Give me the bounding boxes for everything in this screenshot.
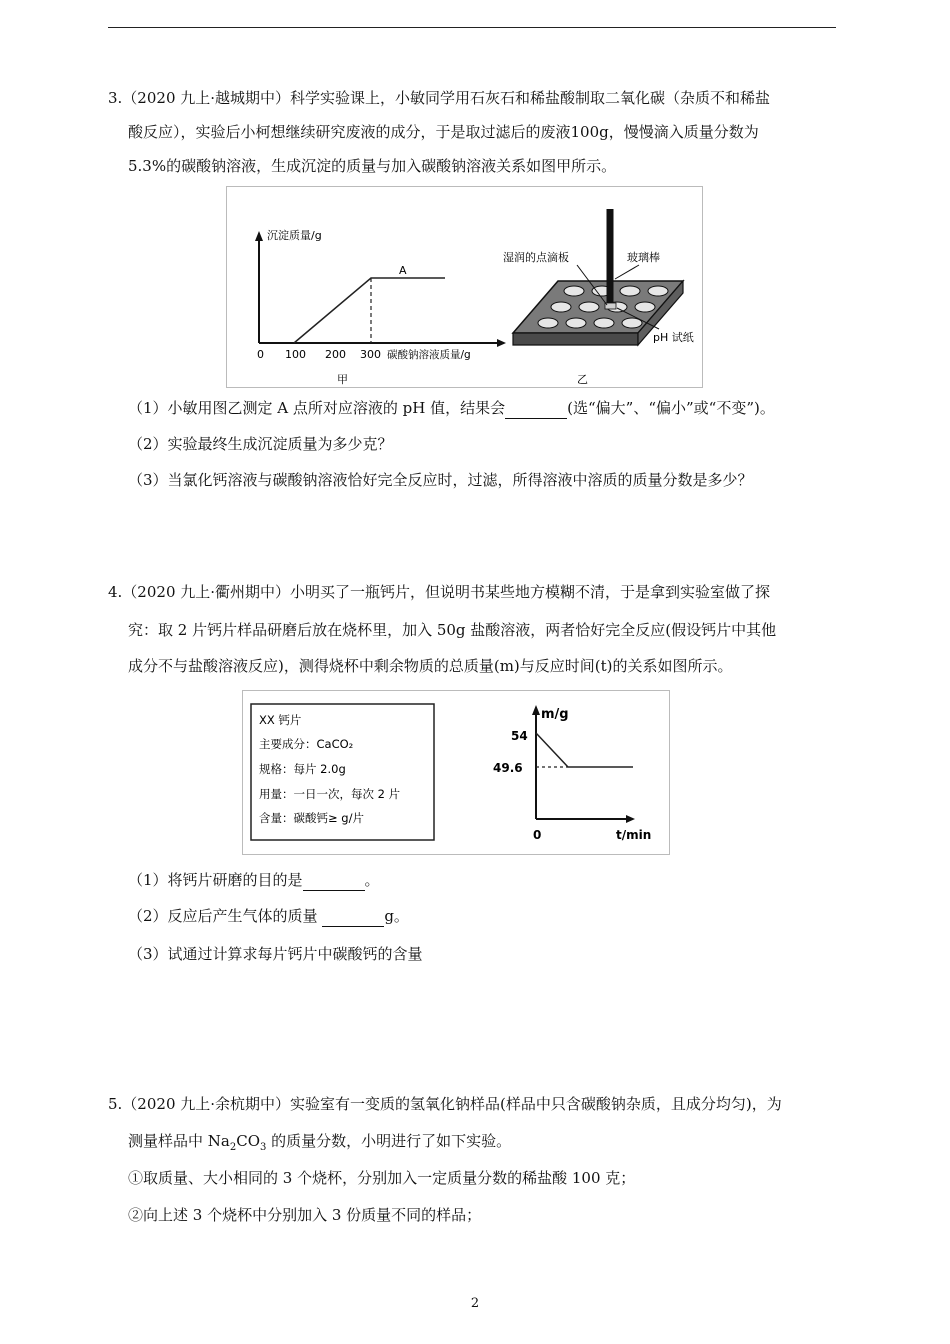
q5-sub-3: 3 <box>260 1142 267 1153</box>
q3-sub3: （3）当氯化钙溶液与碳酸钠溶液恰好完全反应时，过滤，所得溶液中溶质的质量分数是多少？ <box>128 471 753 489</box>
q4-sub1-blank[interactable] <box>303 870 365 891</box>
jia-caption: 甲 <box>337 373 348 386</box>
q4-sub2-unit: g。 <box>384 907 409 925</box>
q4-sub1 <box>128 870 380 891</box>
mt-origin: 0 <box>533 828 542 842</box>
q4-line2: 究：取 2 片钙片样品研磨后放在烧杯里，加入 50g 盐酸溶液，两者恰好完全反应(假设钙片中其他 <box>128 621 777 639</box>
jia-point-a: A <box>399 264 407 277</box>
q5-step2: ②向上述 3 个烧杯中分别加入 3 份质量不同的样品； <box>128 1206 482 1224</box>
q3-figure-svg <box>227 187 702 387</box>
q4-sub2-blank[interactable] <box>322 906 384 927</box>
q4-sub1-end: 。 <box>364 871 380 889</box>
yi-pointer-rod <box>615 265 639 279</box>
label-usage: 用量：一日一次，每次 2 片 <box>259 787 401 801</box>
jia-curve <box>294 278 445 343</box>
q5-line2-start: 测量样品中 Na <box>128 1132 230 1150</box>
jia-xlabel: 碳酸钠溶液质量/g <box>387 349 471 361</box>
q3-sub1-choices: (选“偏大”、“偏小”或“不变”)。 <box>567 399 775 417</box>
q4-sub2 <box>128 906 409 927</box>
yi-plate-front <box>513 333 638 345</box>
q4-sub3: （3）试通过计算求每片钙片中碳酸钙的含量 <box>128 945 423 963</box>
q3-sub2: （2）实验最终生成沉淀质量为多少克？ <box>128 435 393 453</box>
q5-line2 <box>128 1131 511 1158</box>
jia-tick-100: 100 <box>285 348 306 361</box>
mt-ylabel: m/g <box>541 707 569 722</box>
q3-line1: 3.（2020 九上·越城期中）科学实验课上，小敏同学用石灰石和稀盐酸制取二氧化碳（杂质不和稀盐 <box>108 89 771 107</box>
yi-label-paper: pH 试纸 <box>653 331 694 344</box>
q4-line3: 成分不与盐酸溶液反应)，测得烧杯中剩余物质的总质量(m)与反应时间(t)的关系如图所示。 <box>128 657 733 675</box>
jia-ylabel: 沉淀质量/g <box>267 229 322 242</box>
mt-x-arrow <box>626 815 635 823</box>
mt-ytick-54: 54 <box>511 729 528 743</box>
label-ingredient: 主要成分：CaCO₂ <box>259 737 354 751</box>
q3-sub1-text: （1）小敏用图乙测定 A 点所对应溶液的 pH 值，结果会 <box>128 399 506 417</box>
header-rule <box>108 27 836 28</box>
page-number: 2 <box>470 1296 480 1311</box>
q4-line1: 4.（2020 九上·衢州期中）小明买了一瓶钙片，但说明书某些地方模糊不清，于是拿到实验室做了探 <box>108 583 771 601</box>
q4-figure <box>242 690 670 855</box>
q5-co: CO <box>236 1132 260 1150</box>
label-spec: 规格：每片 2.0g <box>259 762 346 776</box>
jia-origin: 0 <box>257 348 264 361</box>
q4-sub1-text: （1）将钙片研磨的目的是 <box>128 871 303 889</box>
q3-line2: 酸反应），实验后小柯想继续研究废液的成分，于是取过滤后的废液100g，慢慢滴入质量分数为 <box>128 123 759 141</box>
yi-label-plate: 湿润的点滴板 <box>503 251 569 264</box>
q4-figure-svg <box>243 691 669 854</box>
mt-y-arrow <box>532 705 540 715</box>
jia-tick-200: 200 <box>325 348 346 361</box>
q5-step1: ①取质量、大小相同的 3 个烧杯，分别加入一定质量分数的稀盐酸 100 克； <box>128 1169 636 1187</box>
q5-line1: 5.（2020 九上·余杭期中）实验室有一变质的氢氧化钠样品(样品中只含碳酸钠杂质，且成分均匀)，为 <box>108 1095 782 1113</box>
jia-y-arrow <box>255 231 263 241</box>
q3-figure <box>226 186 703 388</box>
label-title: XX 钙片 <box>259 713 302 727</box>
jia-tick-300: 300 <box>360 348 381 361</box>
q5-sub-2: 2 <box>229 1142 237 1153</box>
label-content: 含量：碳酸钙≥ g/片 <box>259 811 364 825</box>
q4-sub2-text: （2）反应后产生气体的质量 <box>128 907 318 925</box>
mt-ytick-49-6: 49.6 <box>493 761 523 775</box>
mt-curve <box>536 733 633 767</box>
yi-caption: 乙 <box>577 373 588 386</box>
mt-xlabel: t/min <box>616 828 652 842</box>
q3-sub1-blank[interactable] <box>505 398 567 419</box>
q3-line3: 5.3%的碳酸钠溶液，生成沉淀的质量与加入碳酸钠溶液关系如图甲所示。 <box>128 157 617 175</box>
q5-line2-end: 的质量分数，小明进行了如下实验。 <box>266 1132 512 1150</box>
jia-x-arrow <box>497 339 506 347</box>
yi-label-rod: 玻璃棒 <box>627 251 660 264</box>
q3-sub1 <box>128 398 775 419</box>
